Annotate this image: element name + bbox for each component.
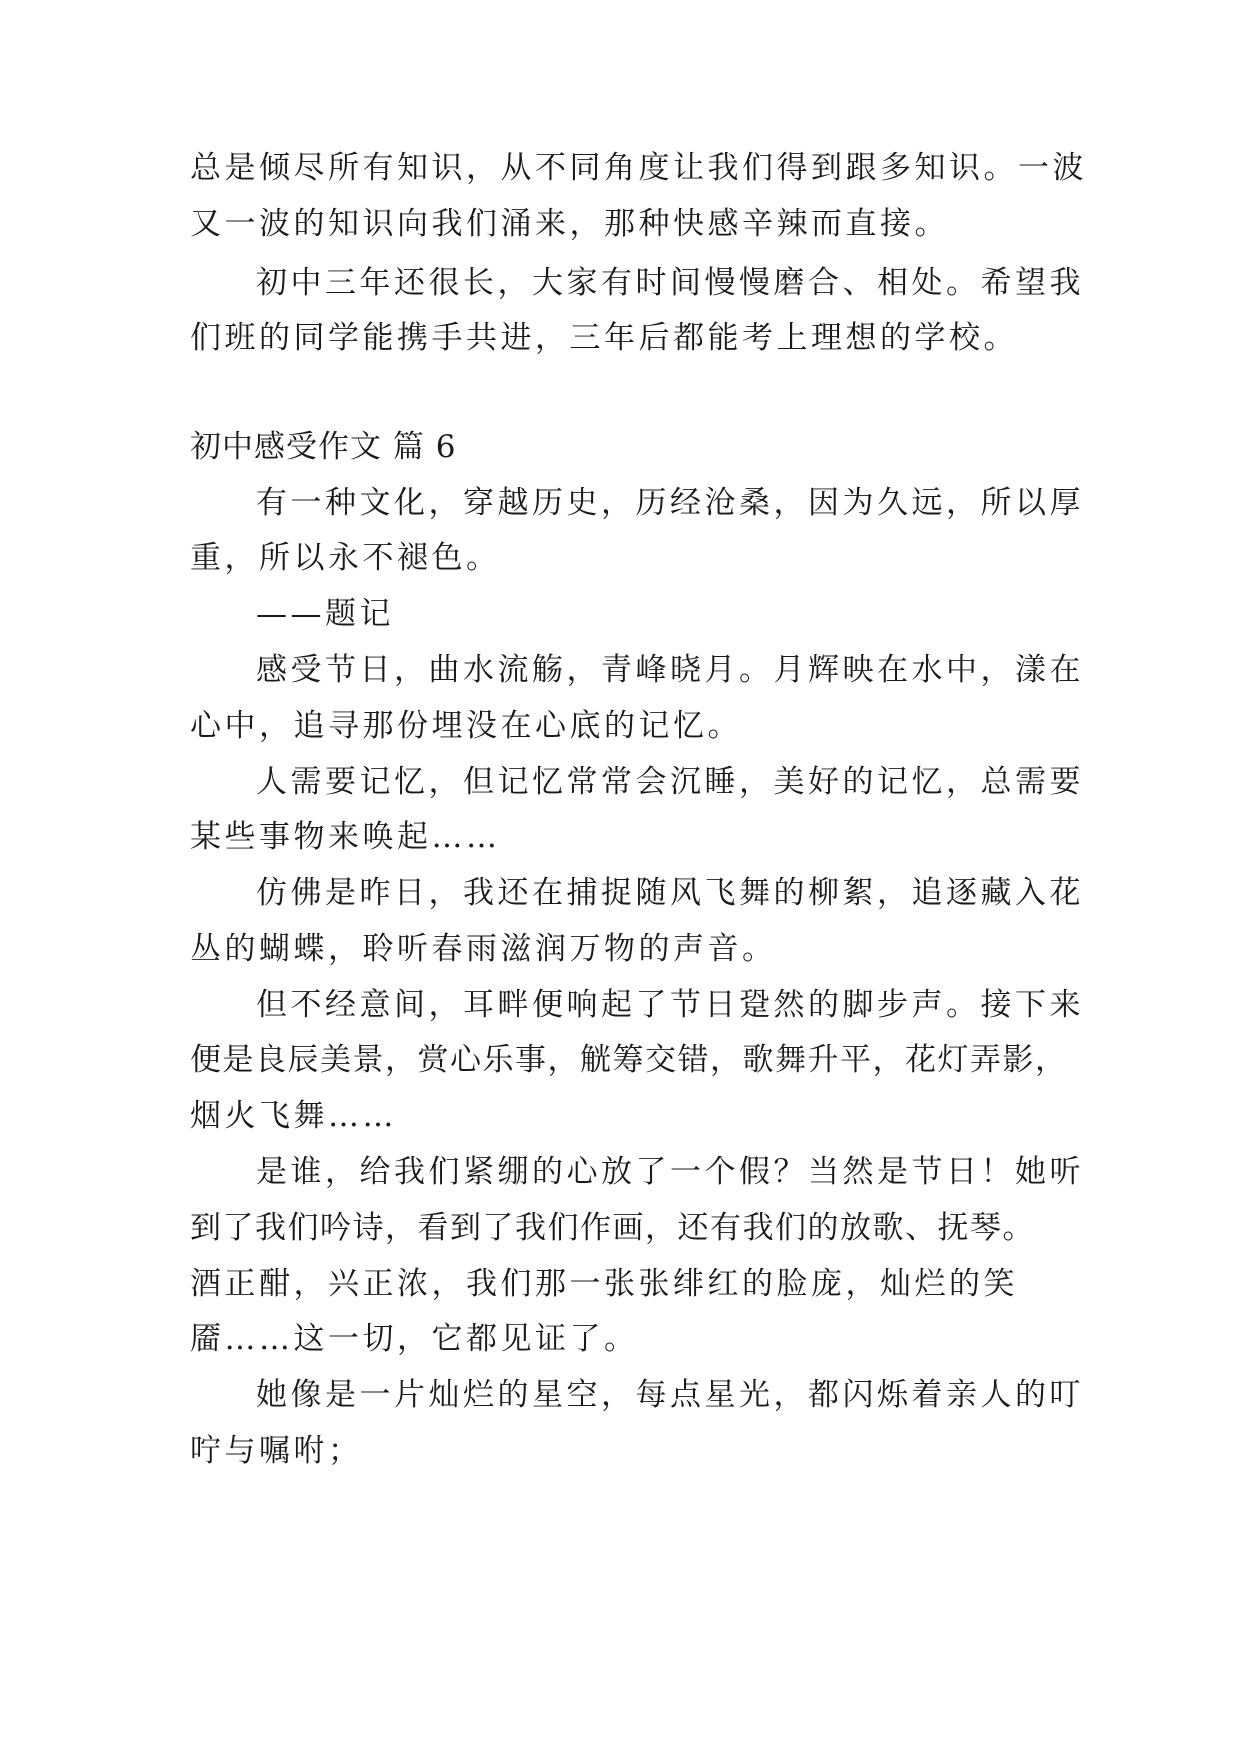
paragraph-line: 咛与嘱咐； <box>190 1433 363 1469</box>
paragraph-line: 心中，追寻那份埋没在心底的记忆。 <box>190 708 742 744</box>
paragraph-line: 烟火飞舞…… <box>190 1098 397 1134</box>
paragraph-line: 某些事物来唤起…… <box>190 819 501 855</box>
paragraph-line: 酒正酣，兴正浓，我们那一张张绯红的脸庞，灿烂的笑 <box>190 1266 1018 1302</box>
paragraph-line: 们班的同学能携手共进，三年后都能考上理想的学校。 <box>190 320 1018 356</box>
paragraph-line: 便是良辰美景，赏心乐事，觥筹交错，歌舞升平，花灯弄影， <box>190 1042 1068 1078</box>
paragraph-line: 到了我们吟诗，看到了我们作画，还有我们的放歌、抚琴。 <box>190 1210 1035 1246</box>
paragraph-line: 是谁，给我们紧绷的心放了一个假？当然是节日！她听 <box>256 1154 1084 1190</box>
paragraph-line: 但不经意间，耳畔便响起了节日跫然的脚步声。接下来 <box>256 987 1084 1023</box>
paragraph-line: 仿佛是昨日，我还在捕捉随风飞舞的柳絮，追逐藏入花 <box>256 875 1084 911</box>
paragraph-line: 初中三年还很长，大家有时间慢慢磨合、相处。希望我 <box>256 265 1084 301</box>
paragraph-line: 她像是一片灿烂的星空，每点星光，都闪烁着亲人的叮 <box>256 1377 1084 1413</box>
paragraph-line: 有一种文化，穿越历史，历经沧桑，因为久远，所以厚 <box>256 485 1084 521</box>
paragraph-line: 又一波的知识向我们涌来，那种快感辛辣而直接。 <box>190 206 949 242</box>
paragraph-line: 总是倾尽所有知识，从不同角度让我们得到跟多知识。一波 <box>190 150 1087 186</box>
paragraph-line: 重，所以永不褪色。 <box>190 540 501 576</box>
section-heading: 初中感受作文 篇 6 <box>190 429 457 465</box>
paragraph-line: 人需要记忆，但记忆常常会沉睡，美好的记忆，总需要 <box>256 764 1084 800</box>
paragraph-line: 靥……这一切，它都见证了。 <box>190 1321 639 1357</box>
paragraph-line: 感受节日，曲水流觞，青峰晓月。月辉映在水中，漾在 <box>256 652 1084 688</box>
paragraph-line: 丛的蝴蝶，聆听春雨滋润万物的声音。 <box>190 931 777 967</box>
epigraph-attribution: ——题记 <box>256 596 394 632</box>
